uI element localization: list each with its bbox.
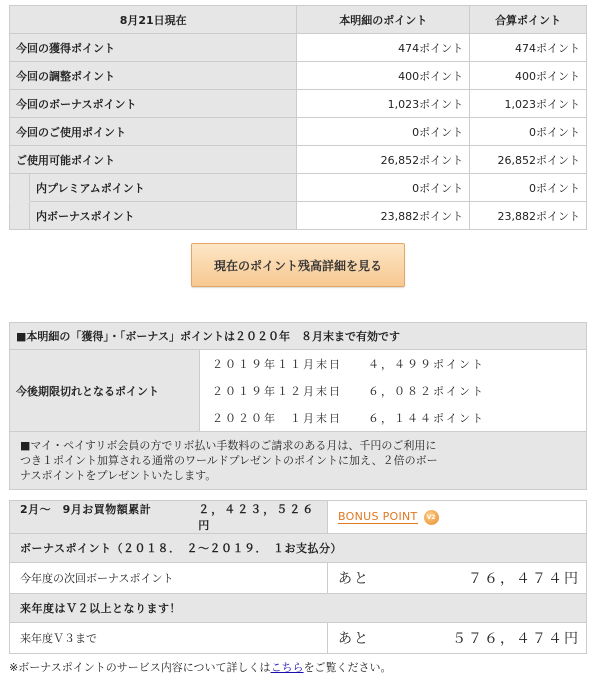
indent-cell <box>10 174 30 202</box>
next-bonus-label: 今年度の次回ボーナスポイント <box>10 563 328 594</box>
bonus-inner-points-statement: 23,882ポイント <box>297 202 470 230</box>
points-summary-table <box>9 5 587 230</box>
expiry-points: ６，０８２ポイント <box>368 384 485 398</box>
bonus-points-label: 今回のボーナスポイント <box>10 90 297 118</box>
table-row <box>10 118 587 146</box>
statement-points-header: 本明細のポイント <box>297 6 470 34</box>
bonus-info-link[interactable]: こちら <box>270 661 304 674</box>
expiry-row <box>200 377 586 404</box>
purchase-period: 2月～ 9月お買物額累計 <box>20 503 152 516</box>
used-points-label: 今回のご使用ポイント <box>10 118 297 146</box>
v3-remaining <box>328 623 587 654</box>
purchase-total-cell <box>10 501 328 534</box>
v2-badge-icon: V2 <box>424 510 439 525</box>
expiry-row <box>200 404 586 431</box>
bonus-point-table <box>9 500 587 654</box>
expiry-points: ６，１４４ポイント <box>368 411 485 425</box>
table-row <box>10 202 587 230</box>
premium-points-combined: 0ポイント <box>470 174 587 202</box>
combined-points-header: 合算ポイント <box>470 6 587 34</box>
earned-points-statement: 474ポイント <box>297 34 470 62</box>
bonus-points-statement: 1,023ポイント <box>297 90 470 118</box>
expiry-row <box>200 350 586 377</box>
bonus-logo-cell <box>328 501 587 534</box>
available-points-combined: 26,852ポイント <box>470 146 587 174</box>
bonus-section-title: ボーナスポイント（２０１８． ２～２０１９． １お支払分） <box>10 534 587 563</box>
next-bonus-prefix: あと <box>338 571 370 587</box>
adjusted-points-statement: 400ポイント <box>297 62 470 90</box>
table-row <box>10 34 587 62</box>
available-points-label: ご使用可能ポイント <box>10 146 297 174</box>
next-bonus-remaining <box>328 563 587 594</box>
premium-points-statement: 0ポイント <box>297 174 470 202</box>
bonus-point-logo-text: BONUS POINT <box>338 510 418 523</box>
table-row <box>10 90 587 118</box>
revo-bonus-note-text: ■マイ・ペイすリボ会員の方でリボ払い手数料のご請求のある月は、千円のご利用につき１ポイント加算される通常のワールドプレゼントのポイントに加え、２倍のボーナスポイントをプレゼントいたします。 <box>20 439 438 482</box>
premium-points-label: 内プレミアムポイント <box>29 174 296 202</box>
indent-cell <box>10 202 30 230</box>
expiry-rows <box>200 350 587 432</box>
bonus-points-combined: 1,023ポイント <box>470 90 587 118</box>
adjusted-points-label: 今回の調整ポイント <box>10 62 297 90</box>
bonus-point-logo <box>338 510 439 525</box>
earned-points-combined: 474ポイント <box>470 34 587 62</box>
used-points-combined: 0ポイント <box>470 118 587 146</box>
v3-value: ５７６，４７４円 <box>452 631 580 647</box>
purchase-total-amount: ２，４２３，５２６円 <box>198 503 316 532</box>
points-table-header <box>10 6 587 34</box>
expiry-date: ２０１９年１１月末日 <box>212 357 342 371</box>
view-point-balance-details-button[interactable]: 現在のポイント残高詳細を見る <box>191 243 405 287</box>
expiry-date: ２０２０年 １月末日 <box>212 411 342 425</box>
expiry-date: ２０１９年１２月末日 <box>212 384 342 398</box>
earned-points-label: 今回の獲得ポイント <box>10 34 297 62</box>
table-row <box>10 174 587 202</box>
available-points-statement: 26,852ポイント <box>297 146 470 174</box>
bonus-inner-points-label: 内ボーナスポイント <box>29 202 296 230</box>
next-bonus-value: ７６，４７４円 <box>468 571 580 587</box>
expiring-points-label: 今後期限切れとなるポイント <box>10 350 200 432</box>
point-expiry-table <box>9 322 587 490</box>
expiry-notice-header: ■本明細の「獲得」・「ボーナス」ポイントは２０２０年 ８月末まで有効です <box>10 323 587 350</box>
table-row <box>10 146 587 174</box>
adjusted-points-combined: 400ポイント <box>470 62 587 90</box>
as-of-date-header: 8月21日現在 <box>10 6 297 34</box>
used-points-statement: 0ポイント <box>297 118 470 146</box>
next-year-title: 来年度はＶ２以上となります！ <box>10 594 587 623</box>
bonus-info-footer <box>9 659 392 675</box>
footer-text-after: をご覧ください。 <box>303 661 392 674</box>
v3-prefix: あと <box>338 631 370 647</box>
expiry-points: ４，４９９ポイント <box>368 357 485 371</box>
table-row <box>10 62 587 90</box>
v3-label: 来年度Ｖ３まで <box>10 623 328 654</box>
bonus-inner-points-combined: 23,882ポイント <box>470 202 587 230</box>
footer-text-before: ※ボーナスポイントのサービス内容について詳しくは <box>9 661 271 674</box>
revo-bonus-note <box>10 432 587 490</box>
